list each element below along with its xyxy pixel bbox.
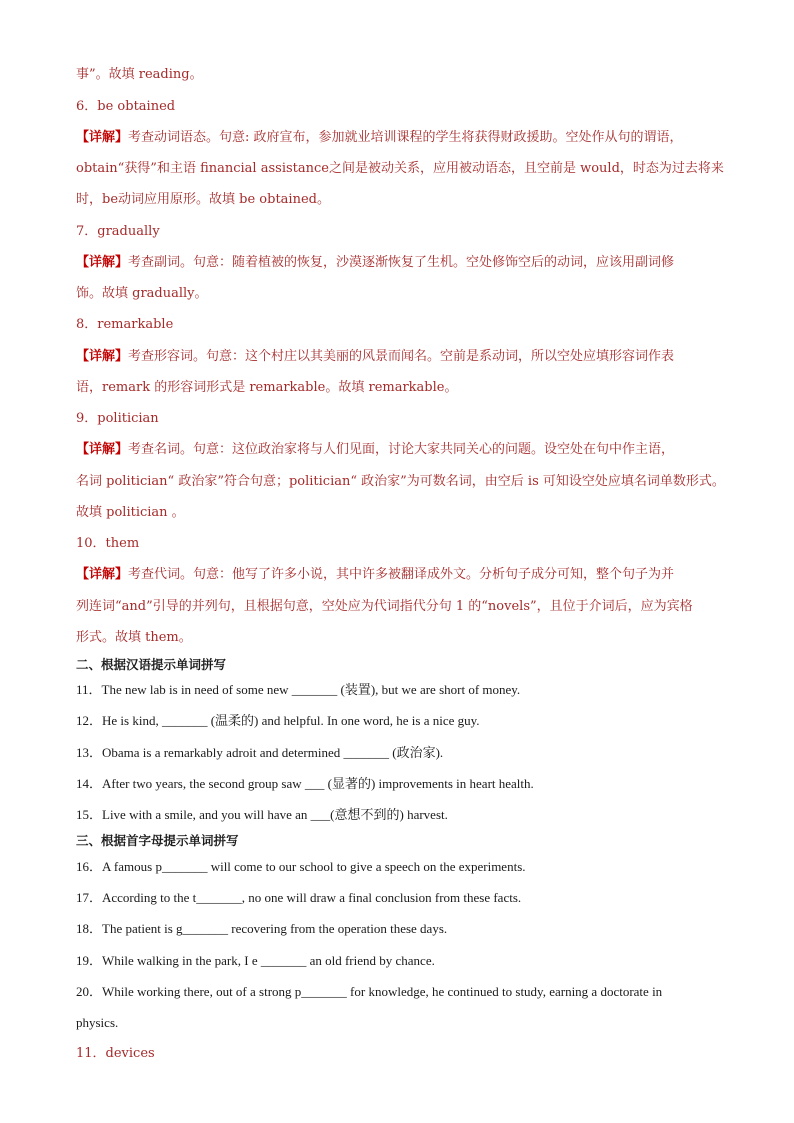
explanation-line: obtain“获得”和主语 financial assistance之间是被动关系，应用被动语态，且空前是 would，时态为过去将来	[76, 161, 724, 176]
answer-heading-10: 10．them	[76, 536, 140, 551]
question-20-continued: physics.	[76, 1015, 119, 1030]
question-19: 19．While walking in the park, I e _______ an old friend by chance.	[76, 953, 435, 968]
answer-heading-9: 9．politician	[76, 411, 159, 426]
question-12: 12．He is kind, _______ (温柔的) and helpful. In one word, he is a nice guy.	[76, 713, 480, 728]
question-13: 13．Obama is a remarkably adroit and determined _______ (政治家).	[76, 745, 444, 760]
explanation-line: 【详解】考查副词。句意：随着植被的恢复，沙漠逐渐恢复了生机。空处修饰空后的动词，应该用副词修	[76, 255, 675, 270]
section-heading-3: 三、根据首字母提示单词拼写	[76, 833, 239, 848]
question-14: 14．After two years, the second group saw ___ (显著的) improvements in heart health.	[76, 776, 534, 791]
explanation-tag: 【详解】	[76, 349, 129, 364]
question-16: 16．A famous p_______ will come to our school to give a speech on the experiments.	[76, 859, 526, 874]
answer-heading-11: 11．devices	[76, 1046, 155, 1061]
explanation-tag: 【详解】	[76, 442, 129, 457]
answer-heading-7: 7．gradually	[76, 224, 160, 239]
section-heading-2: 二、根据汉语提示单词拼写	[76, 657, 227, 672]
explanation-tag: 【详解】	[76, 255, 129, 270]
explanation-line: 形式。故填 them。	[76, 630, 192, 645]
explanation-line: 【详解】考查代词。句意：他写了许多小说，其中许多被翻译成外文。分析句子成分可知，整个句子为并	[76, 567, 675, 582]
question-17: 17．According to the t_______, no one will draw a final conclusion from these facts.	[76, 890, 522, 905]
explanation-line: 饰。故填 gradually。	[76, 286, 208, 301]
explanation-tag: 【详解】	[76, 130, 129, 145]
explanation-line: 故填 politician 。	[76, 505, 185, 520]
answer-text-line: 事”。故填 reading。	[76, 67, 203, 82]
question-11: 11．The new lab is in need of some new _______ (装置), but we are short of money.	[76, 682, 521, 697]
explanation-line: 【详解】考查名词。句意：这位政治家将与人们见面，讨论大家共同关心的问题。设空处在句中作主语，	[76, 442, 675, 457]
explanation-line: 【详解】考查动词语态。句意: 政府宣布，参加就业培训课程的学生将获得财政援助。空处作从句的谓语，	[76, 130, 683, 145]
explanation-tag: 【详解】	[76, 567, 129, 582]
answer-heading-8: 8．remarkable	[76, 317, 174, 332]
explanation-line: 列连词“and”引导的并列句，且根据句意，空处应为代词指代分句 1 的“novels”，且位于介词后，应为宾格	[76, 599, 693, 614]
question-20: 20．While working there, out of a strong p_______ for knowledge, he continued to study, earning a doctorate in	[76, 984, 663, 999]
explanation-line: 【详解】考查形容词。句意：这个村庄以其美丽的风景而闻名。空前是系动词，所以空处应填形容词作表	[76, 349, 675, 364]
explanation-line: 名词 politician“ 政治家”符合句意；politician“ 政治家”为可数名词，由空后 is 可知设空处应填名词单数形式。	[76, 474, 725, 489]
explanation-line: 时，be动词应用原形。故填 be obtained。	[76, 192, 330, 207]
explanation-line: 语，remark 的形容词形式是 remarkable。故填 remarkable。	[76, 380, 458, 395]
answer-heading-6: 6．be obtained	[76, 99, 176, 114]
question-18: 18．The patient is g_______ recovering from the operation these days.	[76, 921, 448, 936]
question-15: 15．Live with a smile, and you will have an ___(意想不到的) harvest.	[76, 807, 448, 822]
